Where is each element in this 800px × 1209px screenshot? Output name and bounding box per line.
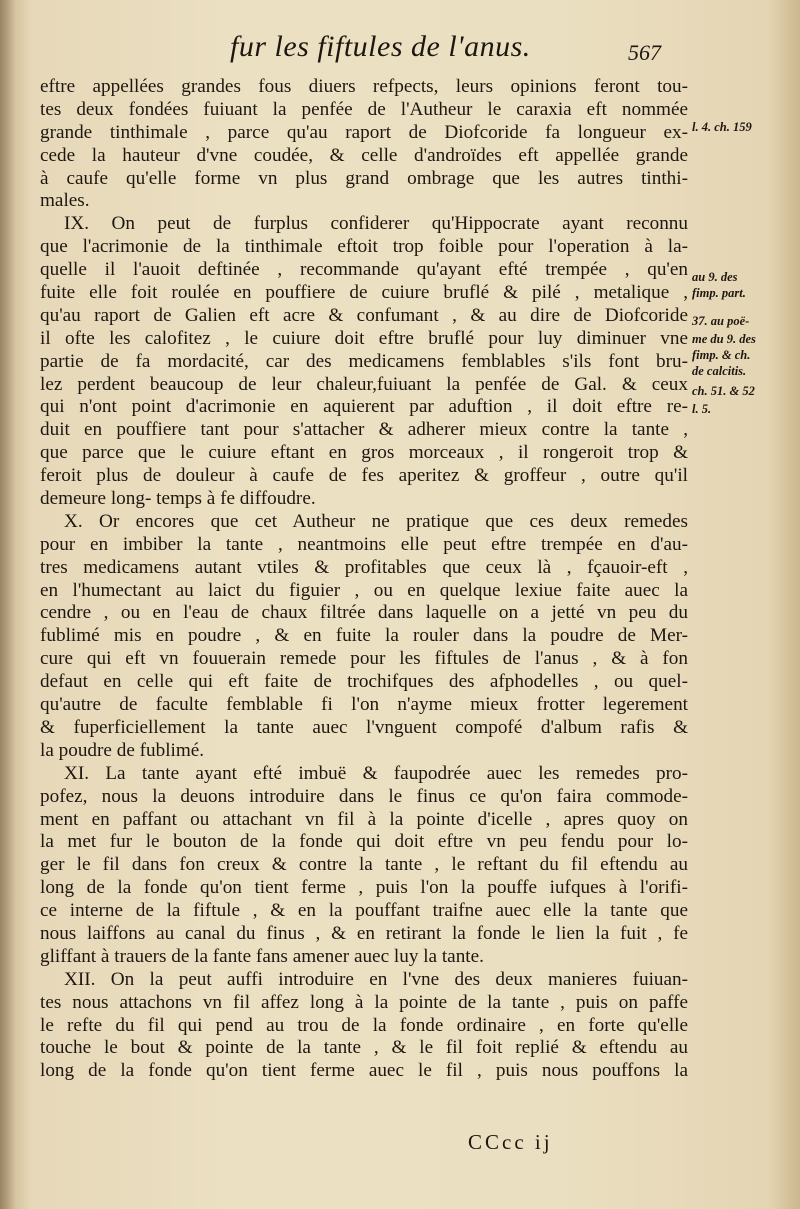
text-line: qui n'ont point d'acrimonie en aquierent par aduftion , il doit eftre re-	[40, 396, 688, 418]
margin-note: fimp. & ch.	[692, 348, 751, 362]
running-head	[0, 22, 800, 72]
gutter-shadow	[0, 0, 16, 1209]
text-line: pour en imbiber la tante , neantmoins elle peut eftre trempée en d'au-	[40, 533, 688, 555]
text-line: touche le bout & pointe de la tante , & le fil foit replié & eftendu au	[40, 1037, 688, 1059]
text-line: X. Or encores que cet Autheur ne pratique que ces deux remedes	[64, 510, 688, 532]
text-line: le refte du fil qui pend au trou de la fonde ordinaire , en forte qu'elle	[40, 1014, 688, 1036]
margin-note: de calcitis.	[692, 364, 747, 378]
margin-note: l. 4. ch. 159	[692, 120, 752, 134]
text-line: que l'acrimonie de la tinthimale eftoit trop foible pour l'operation à la-	[40, 236, 688, 258]
page-number: 567	[628, 40, 661, 65]
text-line: la met fur le bouton de la fonde qui doit eftre vn peu fendu pour lo-	[40, 831, 688, 853]
text-line: partie de fa mordacité, car des medicamens femblables s'ils font bru-	[40, 350, 688, 372]
text-line: ment en paffant ou attachant vn fil à la pointe d'icelle , apres quoy on	[40, 808, 688, 830]
text-line: qu'autre de faculte femblable fi l'on n'ayme mieux frotter legerement	[40, 694, 688, 716]
margin-note: fimp. part.	[692, 286, 746, 300]
text-line: fuite elle foit roulée en pouffiere de cuiure bruflé & pilé , metalique ,	[40, 282, 688, 304]
text-line: gliffant à trauers de la fante fans amener auec luy la tante.	[40, 945, 484, 967]
text-line: quelle il l'auoit deftinée , recommande qu'ayant efté trempée , qu'en	[40, 259, 688, 281]
text-line: demeure long- temps à fe diffoudre.	[40, 488, 316, 510]
text-line: la poudre de fublimé.	[40, 739, 205, 761]
running-title: fur les fiftules de l'anus.	[230, 30, 531, 63]
text-line: ce interne de la fiftule , & en la pouffant traifne auec elle la tante que	[40, 900, 688, 922]
text-line: & fuperficiellement la tante auec l'vnguent compofé d'album rafis &	[40, 716, 688, 738]
text-line: eftre appellées grandes fous diuers refpects, leurs opinions feront tou-	[40, 76, 688, 97]
text-line: cede la hauteur d'vne coudée, & celle d'androïdes eft appellée grande	[40, 144, 688, 166]
text-line: XI. La tante ayant efté imbuë & faupodrée auec les remedes pro-	[64, 762, 688, 784]
text-line: nous laiffons au canal du finus , & en retirant la fonde le lien la fuit , fe	[40, 922, 688, 944]
text-line: fublimé mis en poudre , & en fuite la rouler dans la poudre de Mer-	[40, 625, 688, 647]
text-line: grande tinthimale , parce qu'au raport de Diofcoride fa longueur ex-	[40, 121, 688, 143]
text-line: que parce que le cuiure eftant en gros morceaux , il rongeroit trop &	[40, 442, 688, 464]
margin-note: ch. 51. & 52	[692, 384, 755, 398]
margin-note: l. 5.	[692, 402, 712, 416]
margin-note: 37. au poë-	[692, 314, 750, 328]
text-line: lez perdent beaucoup de leur chaleur,fuiuant la penfée de Gal. & ceux	[40, 373, 688, 395]
text-line: pofez, nous la deuons introduire dans le finus ce qu'on faira commode-	[40, 785, 688, 807]
text-line: feroit plus de douleur à caufe de fes aperitez & groffeur , outre qu'il	[40, 465, 688, 487]
text-line: qu'au raport de Galien eft acre & confumant , & au dire de Diofcoride	[40, 304, 688, 326]
text-line: tes deux fondées fuiuant la penfée de l'Autheur le caraxia eft nommée	[40, 98, 688, 120]
text-line: long de la fonde qu'on tient ferme , puis l'on la pouffe iufques à l'orifi-	[40, 877, 688, 899]
text-line: long de la fonde qu'on tient ferme auec le fil , puis nous pouffons la	[40, 1060, 688, 1082]
text-line: IX. On peut de furplus confiderer qu'Hippocrate ayant reconnu	[64, 213, 688, 235]
text-line: tres medicamens autant vtiles & profitables que ceux là , fçauoir-eft ,	[40, 556, 688, 578]
text-line: XII. On la peut auffi introduire en l'vne des deux manieres fuiuan-	[64, 968, 688, 990]
margin-note: au 9. des	[692, 270, 738, 284]
margin-note: me du 9. des	[692, 332, 756, 346]
text-line: cure qui eft vn fouuerain remede pour les fiftules de l'anus , & à fon	[40, 648, 688, 670]
text-line: males.	[40, 190, 90, 212]
text-line: defaut en celle qui eft faite de trochifques des afphodelles , ou quel-	[40, 671, 688, 693]
text-line: à caufe qu'elle forme vn plus grand ombrage que les autres tinthi-	[40, 167, 688, 189]
text-line: ger le fil dans fon creux & contre la tante , le reftant du fil eftendu au	[40, 854, 688, 876]
text-line: duit en pouffiere tant pour s'attacher & adherer mieux contre la tante ,	[40, 419, 688, 441]
signature-mark: CCcc ij	[468, 1130, 553, 1154]
text-line: cendre , ou en l'eau de chaux filtrée dans laquelle on a jetté vn peu du	[40, 602, 688, 624]
text-line: tes nous attachons vn fil affez long à la pointe de la tante , puis on paffe	[40, 991, 688, 1013]
text-line: il ofte les calofitez , le cuiure doit eftre bruflé pour luy diminuer vne	[40, 327, 688, 349]
body-text	[40, 76, 688, 1083]
text-line: en l'humectant au laict du figuier , ou en quelque lexiue faite auec la	[40, 579, 688, 601]
